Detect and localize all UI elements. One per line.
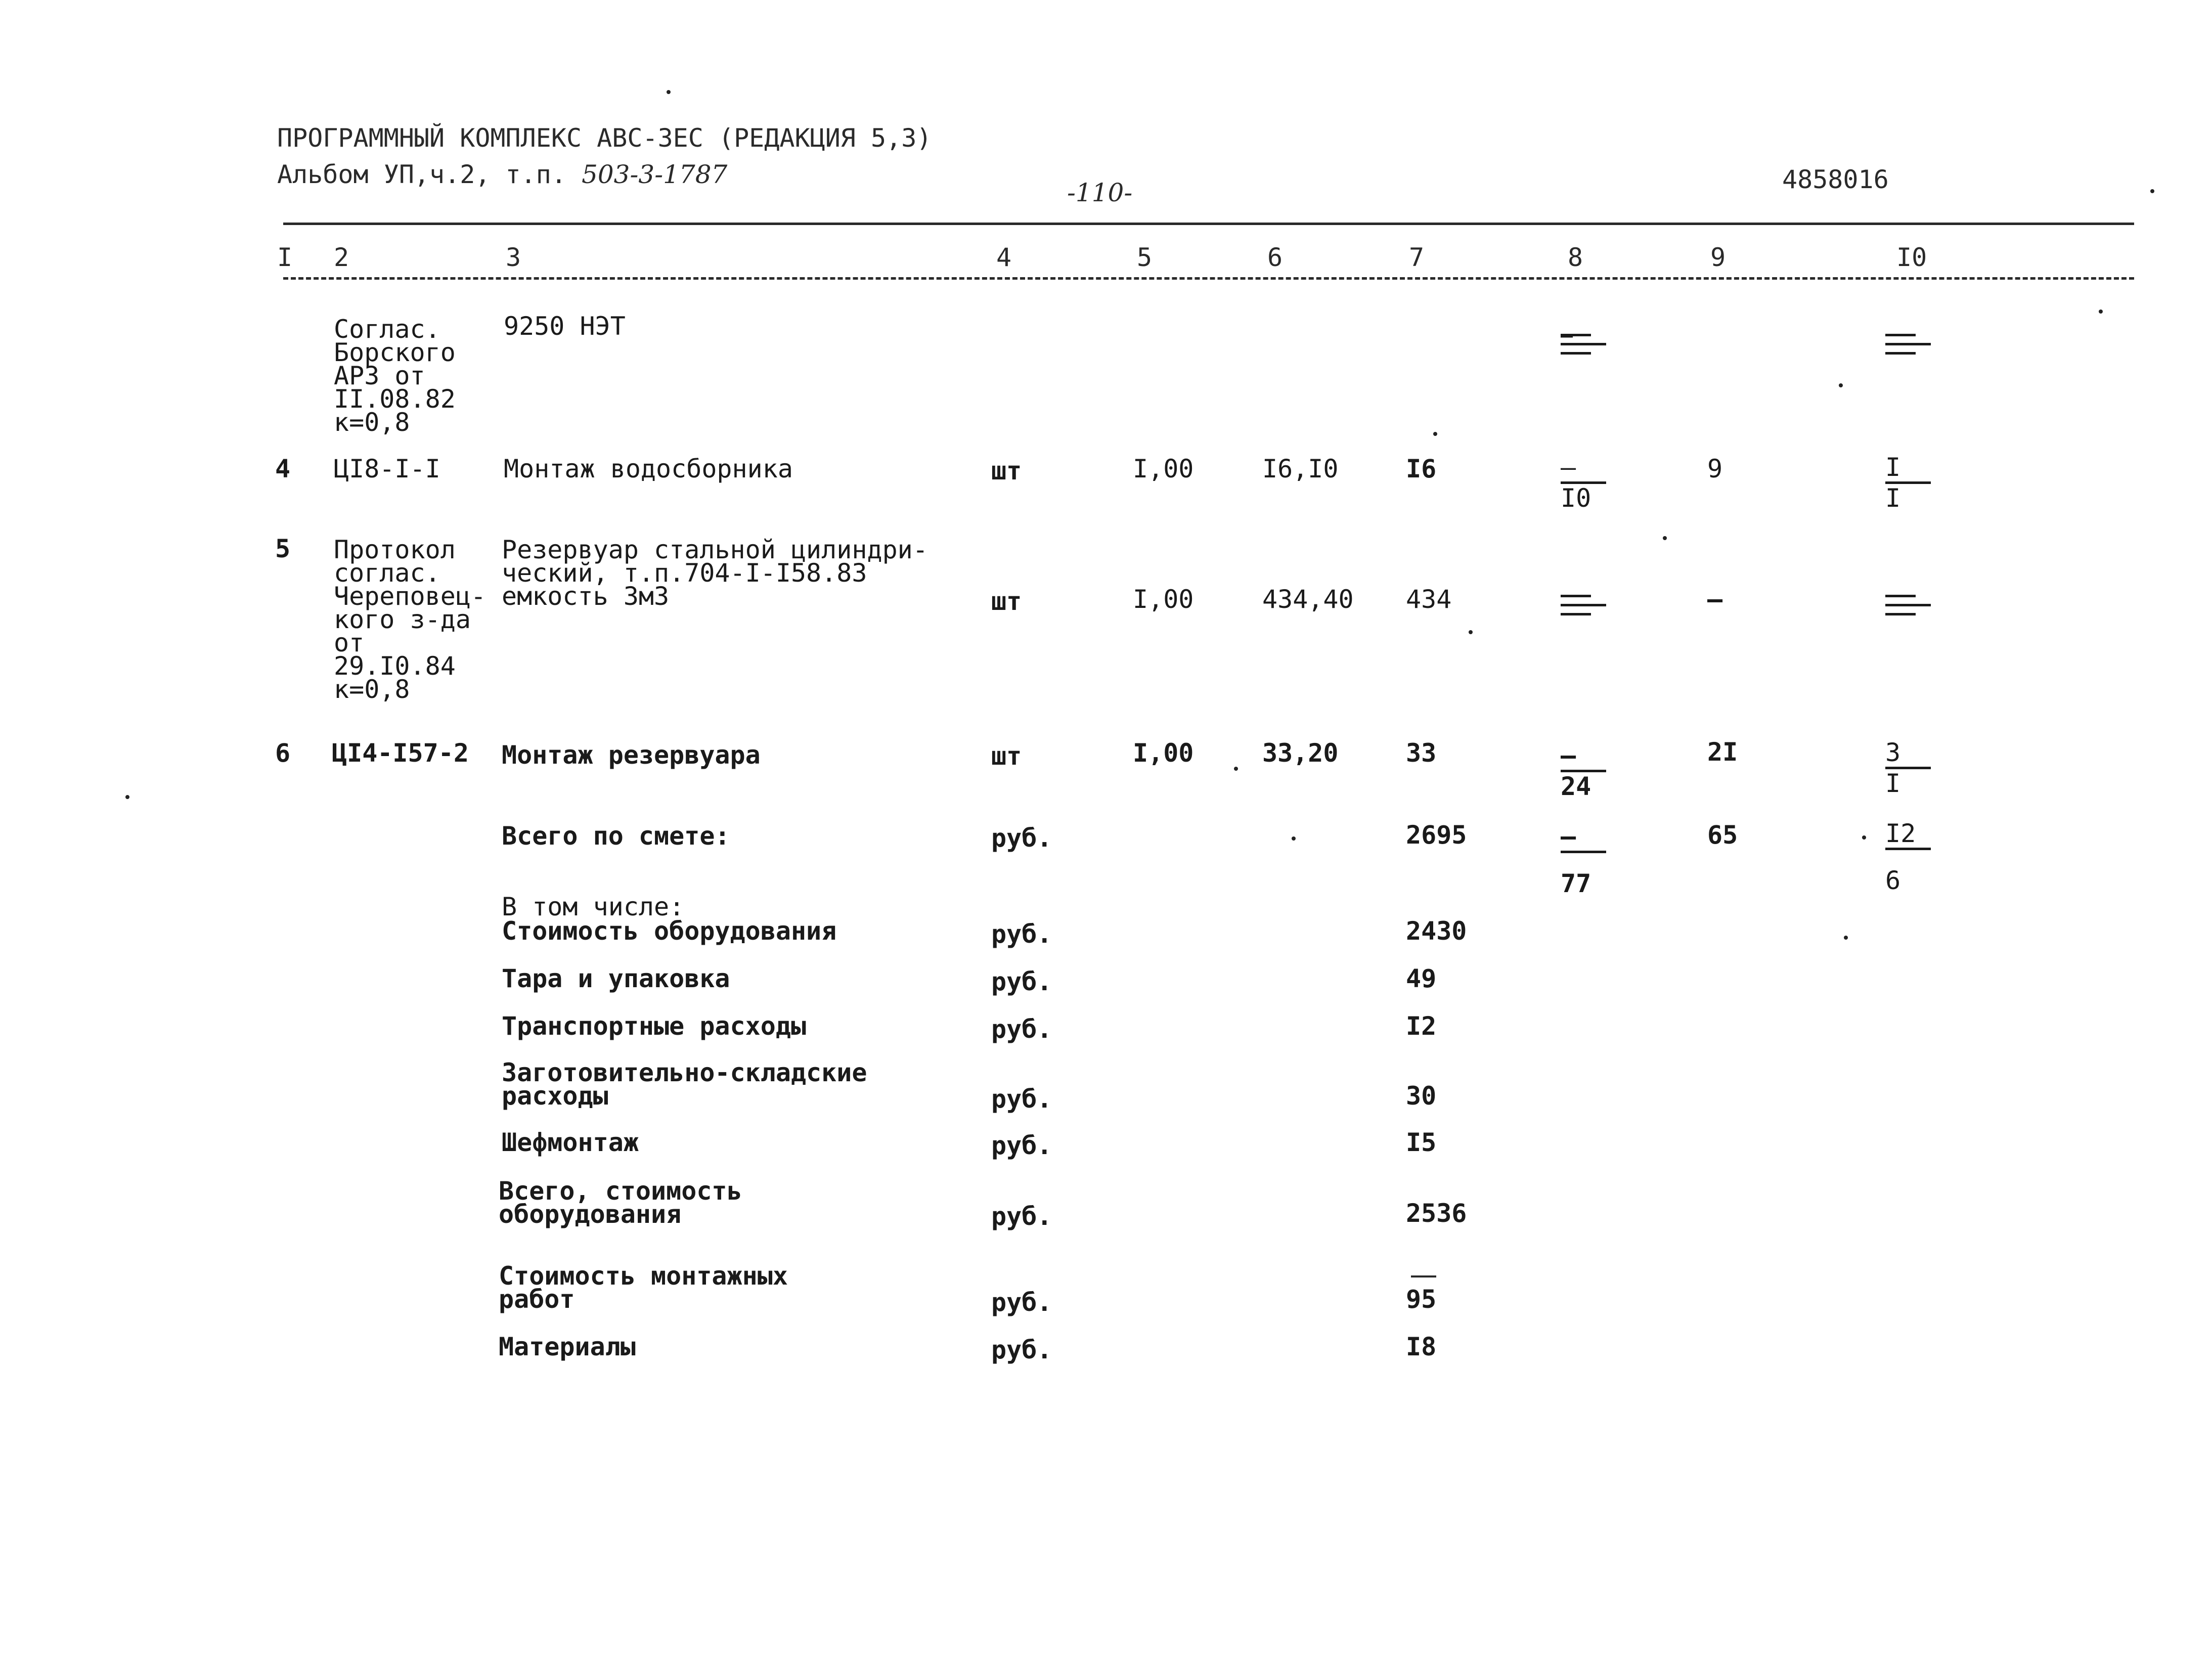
- table-row-2-price: I6,I0: [1262, 454, 1339, 483]
- summary-item-materials-value: I8: [1406, 1332, 1437, 1361]
- summary-item-supervision-label: Шефмонтаж: [502, 1128, 639, 1157]
- column-number-3: 3: [506, 243, 521, 272]
- summary-item-equipment-total-value: 2536: [1406, 1199, 1467, 1228]
- scan-speck: [2099, 310, 2103, 314]
- table-row-3-name: Резервуар стальной цилиндри- ческий, т.п.704-I-I58.83 емкость 3м3: [502, 535, 928, 611]
- album-handwritten: 503-3-1787: [582, 160, 728, 189]
- table-row-3-total: 434: [1406, 585, 1452, 614]
- summary-item-installation-unit: руб.: [991, 1288, 1052, 1317]
- table-row-3-code: Протокол соглас. Череповец- кого з-да от 29.I0.84 к=0,8: [334, 535, 486, 704]
- header-rule-bottom: [283, 277, 2134, 280]
- table-row-3-num: 5: [275, 534, 291, 563]
- scan-speck: [1433, 432, 1437, 436]
- summary-total-unit: руб.: [991, 823, 1052, 853]
- table-row-1-code: Соглас. Борского АРЗ от II.08.82 к=0,8: [334, 315, 456, 437]
- table-row-2-total: I6: [1406, 454, 1437, 483]
- scan-speck: [1862, 835, 1866, 840]
- header-rule-top: [283, 223, 2134, 225]
- summary-item-packaging-unit: руб.: [991, 967, 1052, 996]
- summary-item-equipment-unit: руб.: [991, 919, 1052, 949]
- column-number-7: 7: [1409, 243, 1425, 272]
- summary-total-value: 2695: [1406, 820, 1467, 850]
- installation-value-overbar: [1411, 1275, 1436, 1277]
- table-row-1-col10-mark: [1885, 334, 1931, 349]
- scan-speck: [1839, 383, 1843, 387]
- column-number-8: 8: [1568, 243, 1583, 272]
- summary-item-installation-value: 95: [1406, 1285, 1437, 1314]
- table-row-3-col8-mark: [1561, 595, 1606, 610]
- table-row-4-name: Монтаж резервуара: [502, 740, 761, 770]
- column-number-4: 4: [996, 243, 1012, 272]
- summary-item-packaging-label: Тара и упаковка: [502, 964, 730, 993]
- summary-item-equipment-total-label: Всего, стоимость оборудования: [499, 1176, 742, 1229]
- table-row-4-qty: I,00: [1133, 738, 1194, 768]
- column-number-9: 9: [1710, 243, 1726, 272]
- album-line: [277, 162, 727, 187]
- table-row-3-price: 434,40: [1262, 585, 1354, 614]
- scan-speck: [1234, 767, 1238, 771]
- summary-item-materials-unit: руб.: [991, 1335, 1052, 1364]
- page-number: -110-: [1067, 178, 1133, 207]
- summary-total-col8: – 77: [1561, 824, 1611, 896]
- table-row-1-col8: –: [1561, 324, 1573, 347]
- scan-speck: [1469, 630, 1473, 634]
- table-row-2-code: ЦI8-I-I: [334, 454, 440, 483]
- summary-total-col10: I2 6: [1885, 821, 1936, 893]
- summary-item-procurement-unit: руб.: [991, 1084, 1052, 1114]
- table-row-2-unit: шт: [991, 456, 1022, 486]
- summary-item-equipment-total-unit: руб.: [991, 1202, 1052, 1231]
- summary-item-procurement-label: Заготовительно-складские расходы: [502, 1058, 867, 1111]
- table-row-4-num: 6: [275, 738, 291, 768]
- table-row-2-col10: I I: [1885, 455, 1936, 510]
- doc-number: 4858016: [1782, 165, 1889, 194]
- summary-item-supervision-value: I5: [1406, 1128, 1437, 1157]
- scan-speck: [667, 90, 671, 94]
- column-number-10: I0: [1896, 243, 1927, 272]
- table-row-4-col8: – 24: [1561, 743, 1611, 799]
- table-row-2-name: Монтаж водосборника: [504, 454, 793, 483]
- scan-speck: [125, 795, 129, 799]
- summary-item-transport-label: Транспортные расходы: [502, 1011, 807, 1041]
- table-row-3-col10-mark: [1885, 595, 1931, 610]
- table-row-4-total: 33: [1406, 738, 1437, 768]
- scan-speck: [1292, 836, 1296, 841]
- table-row-4-col9: 2I: [1707, 737, 1738, 767]
- table-row-4-price: 33,20: [1262, 738, 1339, 768]
- scan-speck: [2150, 189, 2154, 193]
- table-row-4-code: ЦI4-I57-2: [332, 738, 469, 768]
- summary-total-col9: 65: [1707, 820, 1738, 850]
- table-row-4-unit: шт: [991, 741, 1022, 771]
- summary-total-label: Всего по смете:: [502, 821, 730, 851]
- table-row-3-unit: шт: [991, 587, 1022, 616]
- table-row-3-col9: –: [1707, 585, 1723, 614]
- summary-item-materials-label: Материалы: [499, 1332, 636, 1361]
- column-number-1: I: [277, 243, 293, 272]
- summary-item-equipment-value: 2430: [1406, 916, 1467, 946]
- summary-item-equipment-label: Стоимость оборудования: [502, 916, 837, 946]
- table-row-1-col8-mark: [1561, 334, 1606, 349]
- album-line-prefix: Альбом УП,ч.2, т.п.: [277, 160, 566, 189]
- summary-including-label: В том числе:: [502, 892, 685, 921]
- column-number-5: 5: [1137, 243, 1153, 272]
- column-number-6: 6: [1267, 243, 1283, 272]
- summary-item-transport-value: I2: [1406, 1011, 1437, 1041]
- summary-item-packaging-value: 49: [1406, 964, 1437, 993]
- summary-item-procurement-value: 30: [1406, 1081, 1437, 1111]
- table-row-2-col8: – I0: [1561, 455, 1611, 510]
- column-number-2: 2: [334, 243, 349, 272]
- table-row-2-col9: 9: [1707, 454, 1723, 483]
- summary-item-transport-unit: руб.: [991, 1015, 1052, 1044]
- summary-item-installation-label: Стоимость монтажных работ: [499, 1261, 788, 1314]
- summary-item-supervision-unit: руб.: [991, 1131, 1052, 1160]
- table-row-3-qty: I,00: [1133, 585, 1194, 614]
- table-row-1-name: 9250 НЭТ: [504, 312, 626, 341]
- table-row-2-num: 4: [275, 454, 291, 483]
- scan-speck: [1663, 536, 1667, 540]
- table-row-4-col10: 3 I: [1885, 740, 1936, 796]
- table-row-2-qty: I,00: [1133, 454, 1194, 483]
- program-line: ПРОГРАММНЫЙ КОМПЛЕКС АВС-ЗЕС (РЕДАКЦИЯ 5,3): [277, 123, 932, 153]
- scan-speck: [1844, 936, 1848, 940]
